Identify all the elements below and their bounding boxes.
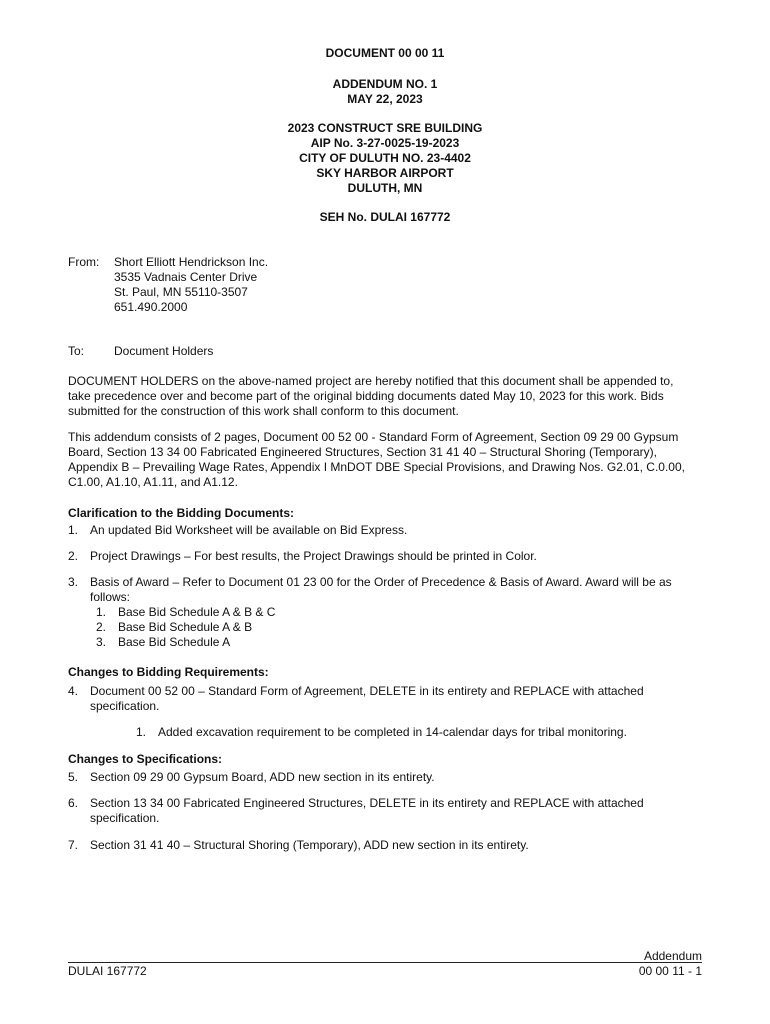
from-line: St. Paul, MN 55110-3507	[114, 285, 248, 299]
footer-addendum-label: Addendum	[643, 949, 702, 963]
document-number: DOCUMENT 00 00 11	[325, 46, 445, 60]
sub-item-number: 3.	[96, 635, 107, 649]
footer-page-info	[639, 949, 702, 979]
city-number: CITY OF DULUTH NO. 23-4402	[299, 151, 471, 165]
specifications-title: Changes to Specifications:	[68, 752, 223, 766]
sub-item-text: Base Bid Schedule A & B & C	[118, 605, 276, 619]
from-line: 651.490.2000	[114, 300, 188, 314]
project-heading	[68, 121, 702, 196]
project-title: 2023 CONSTRUCT SRE BUILDING	[287, 121, 483, 135]
aip-number: AIP No. 3-27-0025-19-2023	[310, 136, 460, 150]
footer-project-code: DULAI 167772	[68, 964, 147, 978]
item-number: 6.	[68, 796, 79, 810]
airport-name: SKY HARBOR AIRPORT	[316, 166, 454, 180]
sub-item-text: Base Bid Schedule A	[118, 635, 231, 649]
project-location: DULUTH, MN	[347, 181, 423, 195]
from-address	[114, 255, 268, 315]
sub-item-number: 2.	[96, 620, 107, 634]
item-number: 5.	[68, 770, 79, 784]
item-number: 2.	[68, 549, 79, 563]
bidding-requirements-title: Changes to Bidding Requirements:	[68, 665, 269, 679]
sub-item-text: Added excavation requirement to be completed in 14-calendar days for tribal monitoring.	[158, 725, 627, 739]
document-page	[68, 0, 702, 1024]
addendum-number: ADDENDUM NO. 1	[332, 77, 438, 91]
footer-divider	[68, 962, 702, 963]
addendum-date: MAY 22, 2023	[347, 92, 423, 106]
item-text: Basis of Award – Refer to Document 01 23 00 for the Order of Precedence & Basis of Award. Award will be as follows:	[90, 575, 672, 604]
item-number: 7.	[68, 838, 79, 852]
to-value: Document Holders	[114, 344, 214, 358]
sub-item-text: Base Bid Schedule A & B	[118, 620, 253, 634]
sub-item-number: 1.	[96, 605, 107, 619]
item-text: An updated Bid Worksheet will be available on Bid Express.	[90, 523, 408, 537]
from-label: From:	[68, 255, 100, 269]
addendum-title	[68, 77, 702, 107]
sub-item-number: 1.	[136, 725, 147, 739]
item-number: 3.	[68, 575, 79, 589]
seh-number: SEH No. DULAI 167772	[319, 210, 451, 224]
item-text: Section 09 29 00 Gypsum Board, ADD new section in its entirety.	[90, 770, 435, 784]
to-label: To:	[68, 344, 85, 358]
item-number: 1.	[68, 523, 79, 537]
item-text: Project Drawings – For best results, the Project Drawings should be printed in Color.	[90, 549, 537, 563]
scope-paragraph: This addendum consists of 2 pages, Document 00 52 00 - Standard Form of Agreement, Section 09 29 00 Gypsum Board, Section 13 34 00 Fabricated Engineered Structures, Section 31 41 40 – Structural Shoring (Temporary), Appendix B – Prevailing Wage Rates, Appendix I MnDOT DBE Special Provisions, and Drawing Nos. G2.01, C.0.00, C1.00, A1.10, A1.11, and A1.12.	[68, 430, 685, 489]
item-text: Section 31 41 40 – Structural Shoring (Temporary), ADD new section in its entirety.	[90, 838, 529, 852]
clarification-title: Clarification to the Bidding Documents:	[68, 506, 295, 520]
footer-page-number: 00 00 11 - 1	[638, 964, 702, 978]
from-line: Short Elliott Hendrickson Inc.	[114, 255, 269, 269]
from-line: 3535 Vadnais Center Drive	[114, 270, 258, 284]
notice-paragraph: DOCUMENT HOLDERS on the above-named project are hereby notified that this document shall be appended to, take precedence over and become part of the original bidding documents dated May 10, 2023 for this work. Bids submitted for the construction of this work shall conform to this document.	[68, 374, 674, 418]
item-text: Section 13 34 00 Fabricated Engineered Structures, DELETE in its entirety and REPLACE with attached specification.	[90, 796, 644, 825]
item-number: 4.	[68, 684, 79, 698]
item-text: Document 00 52 00 – Standard Form of Agreement, DELETE in its entirety and REPLACE with attached specification.	[90, 684, 644, 713]
